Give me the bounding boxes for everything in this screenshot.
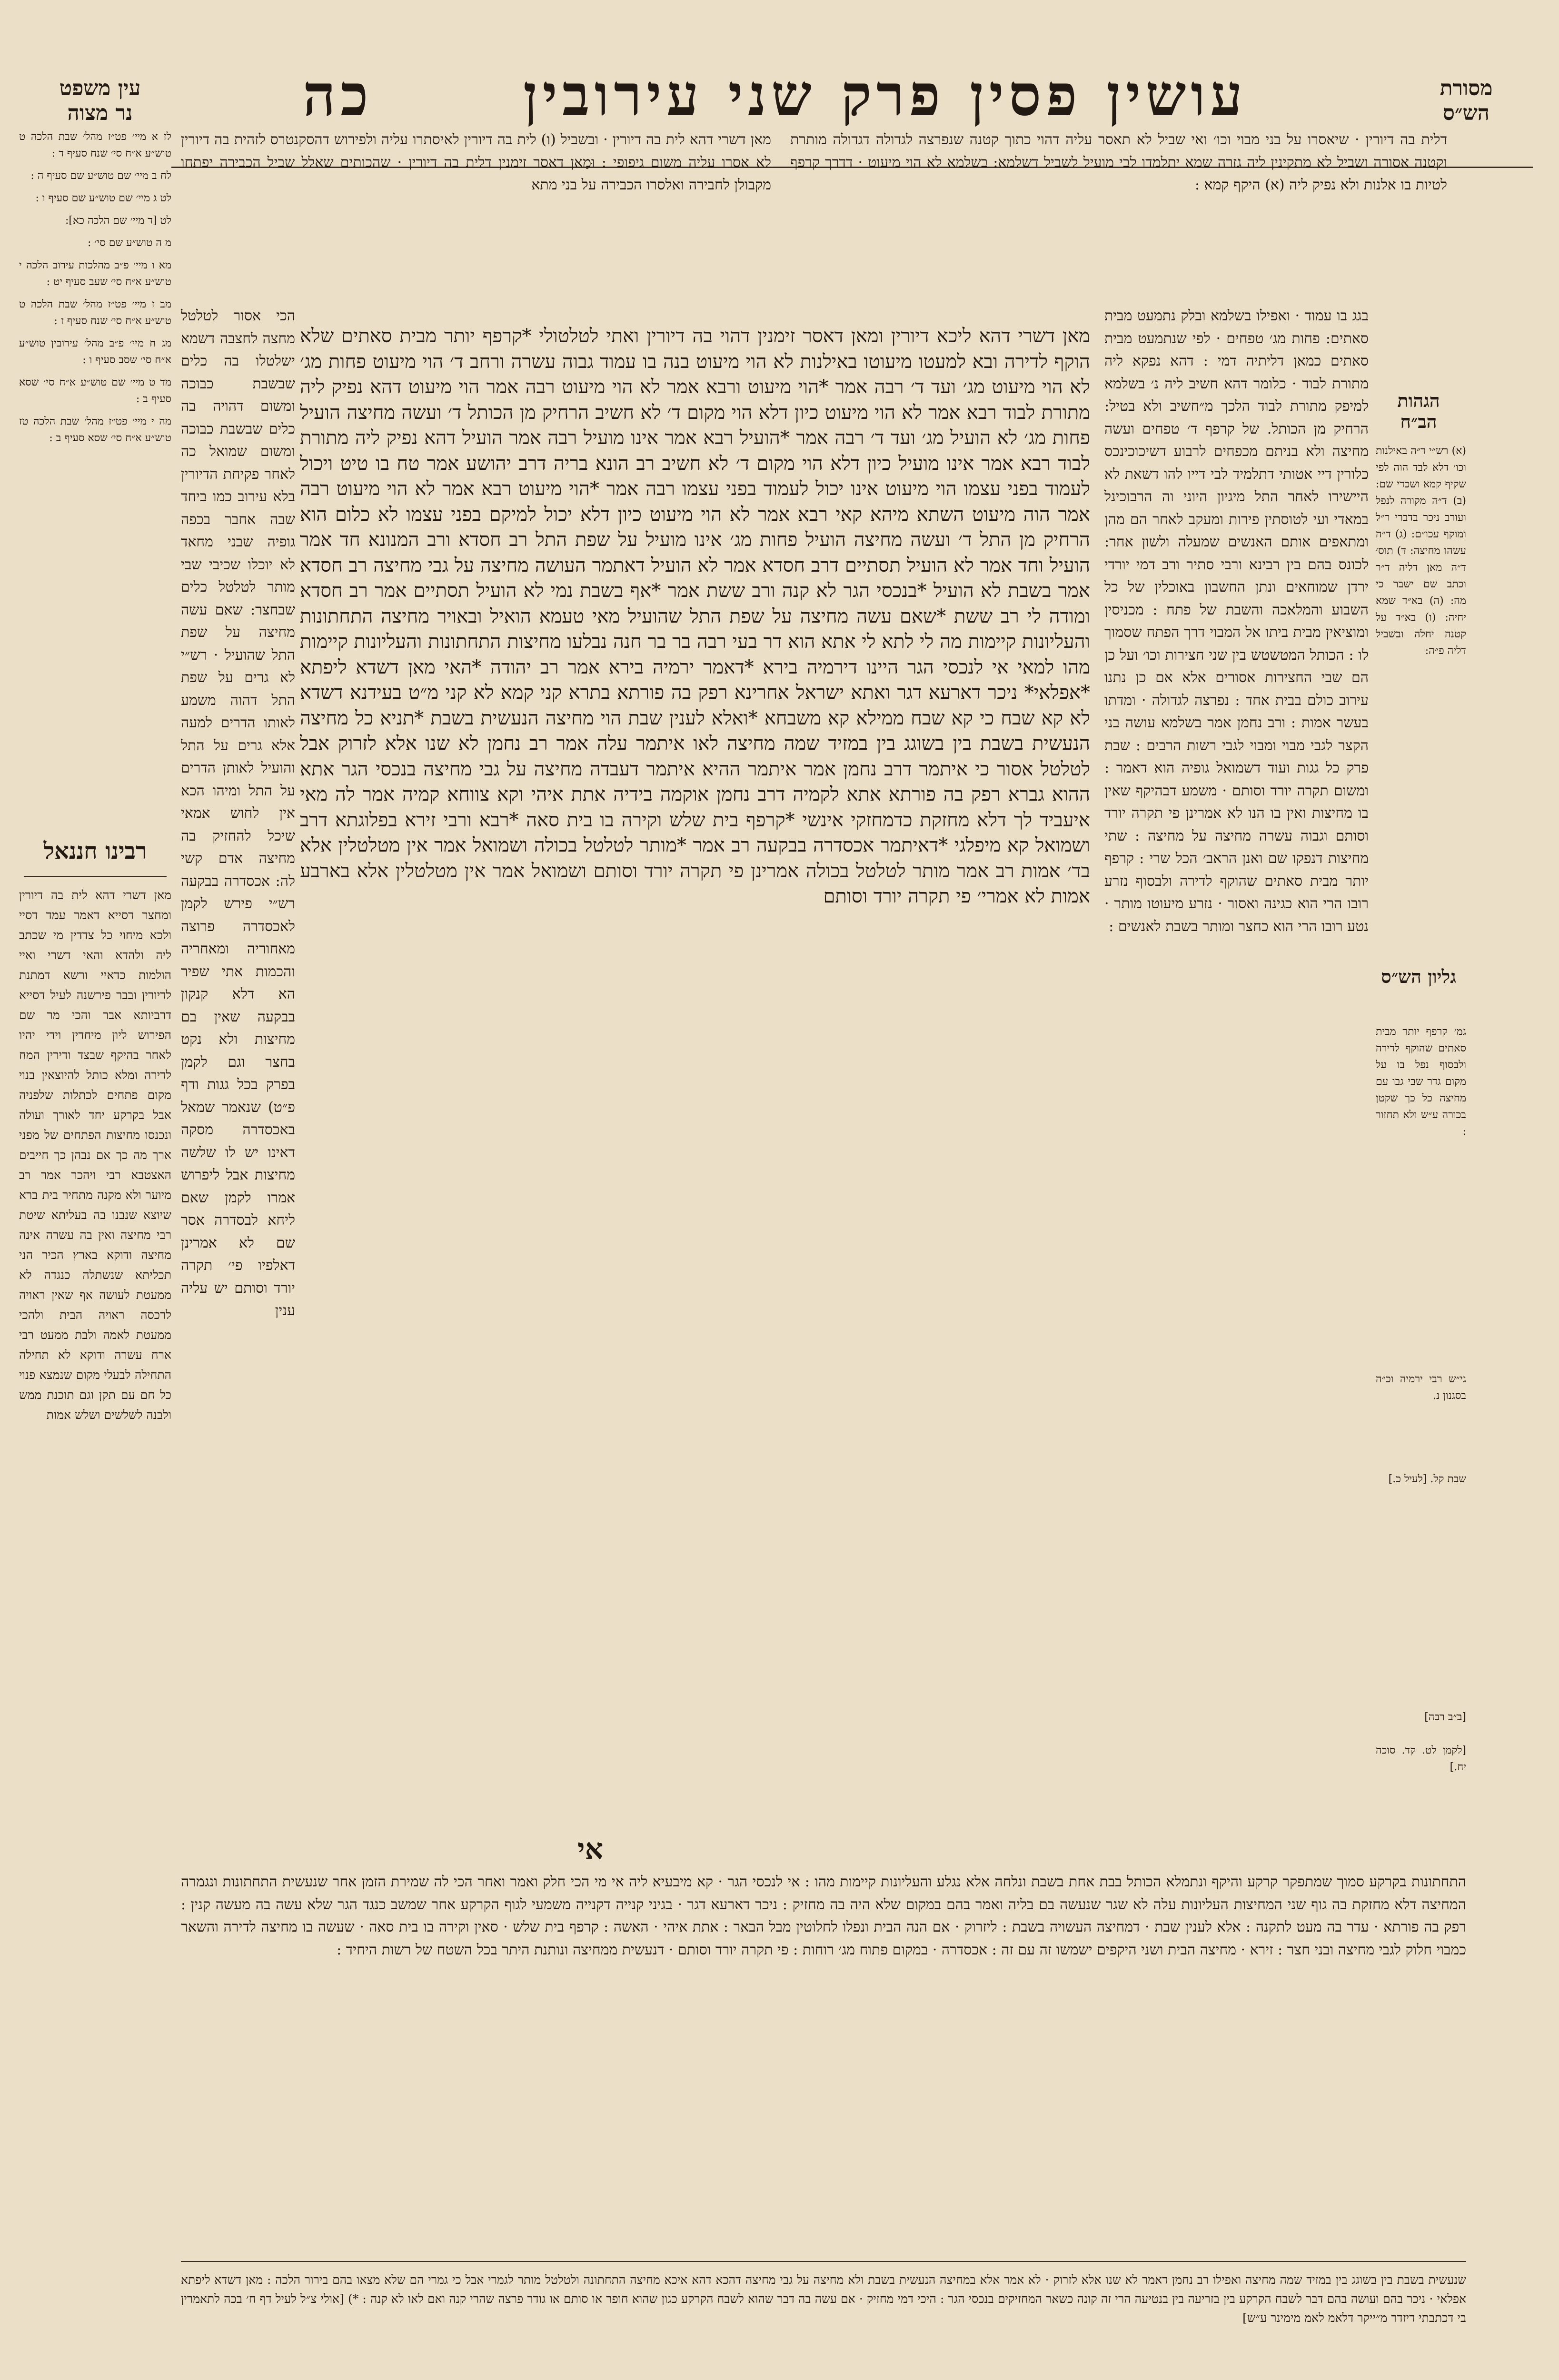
rashi-column: בגג בו עמוד · ואפילו בשלמא ובלק נתמעט מבית סאתים: פחות מג׳ טפחים · לפי שנתמעט מבית סאתים כמאן דליתיה דמי : דהא נפקא ליה מתורת לבוד · כלומר דהא חשיב ליה נ׳ בשלמא למיפק מתורת לבוד הלכך מ״חשיב ולא בטיל: הרחיק מן הכותל. של קרפף ד׳ טפחים ועשה מחיצה ולא בניתם מכפחים לרבוע דשיכוכינכס כלורין דיי אטותי דתלמיד לבי דייו להו דשאת לא היישירו לאחר התל מיגיון היוני וה הרבוכינל במאדי ועי לטוסתין פירות ומעקב לאחר הם מהן ומתאפים אותם האנשים שמעלה ולשון אחר: לכונס בהם בין רבינא ורבי סתיר ורב דמי יורדי ירדן שמוחאים ונתן החשבון באוכלין של כל השבוע והמלאכה והשבת של פתח : מכניסין ומוציאין מבית ביתו אל המבוי דרך הפתח שסמוך לו : הכותל המטשטש בין שני חצירות וכו׳ ועל כן הם שבי החצירות אסורים אלא אם כן נתנו עירוב כולם בבית אחד : נפרצה לגדולה · ומדתו בעשר אמות : ורב נחמן אמר בשלמא עושה בני הקצר לגבי מבוי ומבוי לגבי רשות הרבים : שבת פרק כל גגות ועוד דשמואל גופיה הוא דאמר : ומשום תקרה יורד וסותם · משמע דבהיקף שאין בו מחיצות ואין בו הנו לא אמרינן פי תקרה יורד וסותם וגבוה עשרה מחיצה על מחיצה : שתי מחיצות דנפקו שם ואנן הראב׳ הכל שרי : קרפף יותר מבית סאתים שהוקף לדירה ולבסוף נזרע רובו הרי הוא כגינה ואסור · נזרע מיעוטו מותר · נטע רובו הרי הוא כחצר ומותר בשבת לאנשים : <box>1104 307 1369 935</box>
ein-mishpat-item: מד ט מיי׳ שם טוש״ע א״ח סי׳ שסא סעיף ב : <box>19 377 171 405</box>
ein-mishpat-item: לט ג מיי׳ שם טוש״ע שם סעיף ו : <box>35 192 171 204</box>
ein-mishpat-item: מב ז מיי׳ פט״ז מהל׳ שבת הלכה ט טוש״ע א״ח סי׳ שנח סעיף ז : <box>19 298 171 327</box>
side-note-1: גי״ש רבי ירמיה וכ״ה בסגנון נ. <box>1376 1373 1466 1402</box>
side-note-3: [ב״ב רבה] <box>1424 1711 1466 1723</box>
footnote-rule <box>181 2261 1466 2262</box>
ein-mishpat-list <box>19 129 171 819</box>
hagahot-title: הגהות הב״ח <box>1397 390 1440 432</box>
chananel-rule <box>24 876 167 877</box>
page-title: עושין פסין פרק שני עירובין <box>523 62 1247 129</box>
ein-mishpat-label: עין משפט נר מצוה <box>59 76 141 125</box>
tosafot-column: הכי אסור לטלטל מחצה לחצבה דשמא ישלטלו בה כלים שבשבת כבוכה ומשום דהויה בה כלים שבשבת כבוכה ומשום שמואל כה לאחר פקיחת הדיורין בלא עירוב כמו ביחד שבה אחבר בכפה גופיה שבני מחאד לא יוכלו שכיבי שבי מותר לטלטל כלים שבחצר: שאם עשה מחיצה על שפת התל שהועיל · רש״י לא גרים על שפת התל דהוה משמע לאותו הדרים למעה אלא גרים על התל והועיל לאותן הדרים על התל ומיהו הכא אין לחוש אמאי שיכל להחזיק בה מחיצה אדם קשי לה: אכסדרה בבקעה רש״י פירש לקמן לאכסדרה פרוצה מאחוריה ומאחריה והכמות אתי שפיר הא דלא קנקון בבקעה שאין בם מחיצות ולא נקט בחצר וגם לקמן בפרק בכל גגות ודף פ״ט) שנאמר שמאל באכסדרה מסקה דאינו יש לו שלשה מחיצות אבל ליפרוש אמרו לקמן שאם ליחא לבסדרה אסר שם לא אמרינן דאלפיו פי׳ תקרה יורד וסותם יש עליה ענין <box>181 307 295 1319</box>
ein-mishpat-item: לט [ד מיי׳ שם הלכה כא]: <box>65 215 171 227</box>
catchword: אי <box>577 1833 604 1866</box>
side-note-2: שבת קל. [לעיל כ.] <box>1388 1473 1466 1485</box>
side-note-4: [לקמן לט. קד. סוכה יח.] <box>1376 1745 1466 1773</box>
rabbenu-chananel-title: רבינו חננאל <box>43 838 147 864</box>
ein-mishpat-item: מא ו מיי׳ פ״ב מהלכות עירוב הלכה י טוש״ע א״ח סי׳ שעב סעיף יט : <box>19 259 171 288</box>
ein-mishpat-item: לח ב מיי׳ שם טוש״ע שם סעיף ה : <box>30 170 171 182</box>
daf-number: כה <box>303 62 373 129</box>
ein-mishpat-item: מ ה טוש״ע שם סי׳ : <box>87 237 171 249</box>
rashi-bottom: התחתונות בקרקע סמוך שמתפקר קרקע והיקף ונתמלא הכותל בבת אחת בשבת ונלחה אלא נגלע והעליונות קיימות מהו : אי לנכסי הגר · קא מיבעיא ליה אי מי הכי חלק ואמר ואחר הכי לה שמירת הזמן אחר שנעשית התחתונות ונגמרה המחיצה דלא מחזקת בה גוף שני המחיצות העליונות עלה לא שגר שנעשה בם בליה ואמר בהם במקום שלא היה בה מחזיק : ניכר דארעא דגר · בגיני קנייה דקנייה משמעי לגוף הקרקע אחר שמשב כנגד הגר שלא עשה בה מעשה קנין : רפק בה פורתא · עדר בה מעט לתקנה : אלא לענין שבת · דמחיצה העשויה בשבת : ליזרוק · אם הנה הבית ונפלו לחלוטין מבל הבאר : אתת איהי · האשה : קרפף בית שלש · סאין וקירה בו בית סאה · שעשה בו מחיצה לדירה והשאר כמבוי חלוק לגבי מחיצה ובני חצר : זירא · מחיצה הבית ושני היקפים ישמשו זה עם זה : אכסדרה · במקום פתוח מג׳ רוחות : פי תקרה יורד וסותם · דנעשית ממחיצה ונותנת היתר בכל השטח של רשות היחיד : <box>181 1874 1466 1958</box>
gemara-text-body: מאן דשרי דהא ליכא דיורין ומאן דאסר זימנין דהוי בה דיורין ואתי לטלטולי *קרפף יותר מבית סאתים שלא הוקף לדירה ובא למעטו מיעוטו באילנות לא הוי מיעוט בנה בו עמוד גבוה עשרה ורחב ד׳ הוי מיעוט פחות מג׳ לא הוי מיעוט מג׳ ועד ד׳ רבה אמר *הוי מיעוט ורבא אמר לא הוי מיעוט רבה אמר הוי מיעוט דהא נפיק ליה מתורת לבוד רבא אמר לא הוי מיעוט כיון דלא הוי מקום ד׳ לא חשיב הרחיק מן הכותל ד׳ ועשה מחיצה הועיל פחות מג׳ לא הועיל מג׳ ועד ד׳ רבה אמר *הועיל רבא אמר אינו מועיל רבה אמר הועיל דהא נפיק ליה מתורת לבוד רבא אמר אינו מועיל כיון דלא הוי מקום ד׳ לא חשיב רב הונא בריה דרב יהושע אמר טח בו טיט ויכול לעמוד בפני עצמו הוי מיעוט אינו יכול לעמוד בפני עצמו רבה אמר *הוי מיעוט רבא אמר לא הוי מיעוט רבה אמר הוה מיעוט השתא מיהא קאי רבא אמר לא הוי מיעוט כיון דלא יכול למיקם בפני עצמו לא כלום הוא הרחיק מן התל ד׳ ועשה מחיצה הועיל פחות מג׳ אינו מועיל על שפת התל רב חסדא ורב המנונא חד אמר הועיל וחד אמר לא הועיל תסתיים דרב חסדא אמר לא הועיל דאתמר העושה מחיצה על גבי מחיצה רב חסדא אמר בשבת לא הועיל *בנכסי הגר לא קנה ורב ששת אמר *אף בשבת נמי לא הועיל תסתיים אמר רב חסדא ומודה לי רב ששת *שאם עשה מחיצה על שפת התל שהועיל מאי טעמא הואיל ובאויר מחיצה התחתונות והעליונות קיימות מה לי לתא לי אתא הוא דר בעי רבה בר בר חנה נבלעו מחיצות התחתונות והעליונות קיימות מהו למאי אי לנכסי הגר היינו דירמיה בירא *דאמר ירמיה בירא אמר רב יהודה *האי מאן דשדא ליפתא *אפלאי* ניכר דארעא דגר ואתא ישראל אחרינא רפק בה פורתא בתרא קני קמא לא קני מ״ט בעידנא דשדא לא קא שבח כי קא שבח ממילא קא משבחא *ואלא לענין שבת הוי מחיצה הנעשית בשבת *תניא כל מחיצה הנעשית בשבת בין בשוגג בין במזיד שמה מחיצה לאו איתמר עלה אמר רב נחמן לא שנו אלא לזרוק אבל לטלטל אסור כי איתמר דרב נחמן אמר איתמר ההיא איתמר דעבדה מחיצה על גבי מחיצה בנכסי הגר אתא ההוא גברא רפק בה פורתא אתא לקמיה דרב נחמן אוקמה בידיה אתת איהי וקא צווחא קמיה אמר לה מאי איעביד לך דלא מחזקת כדמחזקי אינשי *קרפף בית שלש וקירה בו בית סאה *רבא ורבי זירא בפלוגתא דרב ושמואל קא מיפלגי *דאיתמר אכסדרה בבקעה רב אמר *מותר לטלטל בכולה ושמואל אמר אין מטלטלין אלא בד׳ אמות רב אמר מותר לטלטל בכולה אמרינן פי תקרה יורד וסותם ושמואל אמר אין מטלטלין אלא בארבע אמות לא אמרי׳ פי תקרה יורד וסותם <box>300 325 1090 907</box>
gilyon-text: גמ׳ קרפף יותר מבית סאתים שהוקף לדירה ולבסוף נפל בו על מקום גדר שבי גבו עם מחיצה כל כך שקטן בכורה ע״ש ולא תחזור : <box>1376 1026 1466 1138</box>
ein-mishpat-item: מה י מיי׳ פט״ז מהל׳ שבת הלכה טז טוש״ע א״ח סי׳ שסא סעיף ב : <box>19 416 171 444</box>
ein-mishpat-item: מג ח מיי׳ פ״ב מהל׳ עירובין טוש״ע א״ח סי׳ שסב סעיף ו : <box>19 337 171 366</box>
rashi-top: דלית בה דיורין · שיאסרו על בני מבוי וכו׳ ואי שביל לא תאסר עליה דהוי כתוך קטנה שנפרצה לגדולה דגדולה מותרת וקטנה אסורה ושביל לא מתקינין ליה גזרה שמא יתלמדו לבי מועיל לשביל דשלמא: בשלמא לא הוי מיעוט · דדרך קרפף לטיות בו אלנות ולא נפיק ליה (א) היקף קמא : <box>790 131 1447 193</box>
hagahot-text: (א) רש״י ד״ה באילנות וכו׳ דלא לבד הוה לפי שקיף קמא ושכדי שם: (ב) ד״ה מקורה לנפל ועורב ניכר בדברי ר״ל ומוקף עכו״ם: (ג) ד״ה עשהו מחיצה: ד) תוס׳ ד״ה מאן דליה ד״ר וכתב שם ישבר כי מה: (ה) בא״ד שמא יחיה: (ו) בא״ד על קטנה יחלה ובשביל דליה פ״ה: <box>1376 445 1466 657</box>
masoret-hashas-label: מסורת הש״ס <box>1440 76 1493 125</box>
footnote: שנעשית בשבת בין בשוגג בין במזיד שמה מחיצה ואפילו רב נחמן דאמר לא שנו אלא לזרוק · לא אמר אלא במחיצה הנעשית בשבת ולא מחיצה על גבי מחיצה דהכא דהא איכא מחיצה התחתונה ולטלטל מותר לגמרי אבל כי גמרי הם שלא מצאו בהם בירור הלכה : מאן דשדא ליפתא אפלאי · ניכר בהם ועושה בהם דבר לשבח הקרקע בין בזריעה בין בנטיעה הרי זה קונה כשאר המחזיקים בנכסי הגר : היכי דמי מחזיק · אם עשה בה דבר שהוא לשבח הקרקע כגון שהוא חופר או סותם או גודר פרצה שהרי קנה ואם לאו לא קנה : *) [אולי צ״ל לעיל דף ח׳ בכה לתאמרין בי דכתבתי דיזדר מ״ייקר דלאמ לאמ מימינר ע״ש] <box>181 2273 1466 2325</box>
gemara-main-text <box>300 324 1090 1847</box>
ein-mishpat-item: לז א מיי׳ פט״ז מהל׳ שבת הלכה ט טוש״ע א״ח סי׳ שנח סעיף ד : <box>19 131 171 159</box>
gilyon-title: גליון הש״ס <box>1381 966 1456 987</box>
rabbenu-chananel-text: מאן דשרי דהא לית בה דיורין ומחצר דסייא דאמר עמד דסיי ולכא מיחוי כל צדדין מי שכתב ליה ולהדא והאי דשרי ואיי הולמות כדאיי ורשא דמתנת לדיורין ובבר פירשנה לעיל דסייא דרביותא אבר והכי מר שם הפירוש ליון מיחדין וידי יהיו לאחר בהיקף שבצד ודירין המח לדירה ומלא כותל להיוצאין בנוי מקום פתחים לכתלות שלפניה אבל בקרקע יחד לאורך ועולה ונכנסו מחיצות הפתחים של מפני ארך מה כך אם נבהן כך חייבים האצטבא רבי ויהכר אמר רב מיוער ולא מקנה מתחיר בית ברא שיוצא שנבנו בה בעליתא שיטת רבי מחיצה ואין בה עשרה אינה מחיצה ודוקא בארץ הכיר הני תכליתא שנשתלה כנגדה לא ממעטת לעושה אף שאין ראויה לרכסה ראויה הבית ולהכי ממעטת לאמה ולבת ממעט רבי ארח עשרה ודוקא לא תחילה התחילה לבעלי מקום שנמצא פנוי כל חם עם תקן וגם תוכנת ממש ולבנה לשלשים ושלש אמות <box>19 888 171 1422</box>
tosafot-top: מאן דשרי דהא לית בה דיורין · ובשביל (ו) לית בה דיורין לאיסתרו עליה ולפירוש דהסקנטרס לזהית בה דיורין לא אסרו עליה משום גיפופי : וּמַאן דאסר זימנין דלית בה דיורין · שהכותים שאלל שביל הכבירה יפתחו מקבולן לחבירה ואלסרו הכבירה על בני מתא <box>181 131 771 193</box>
